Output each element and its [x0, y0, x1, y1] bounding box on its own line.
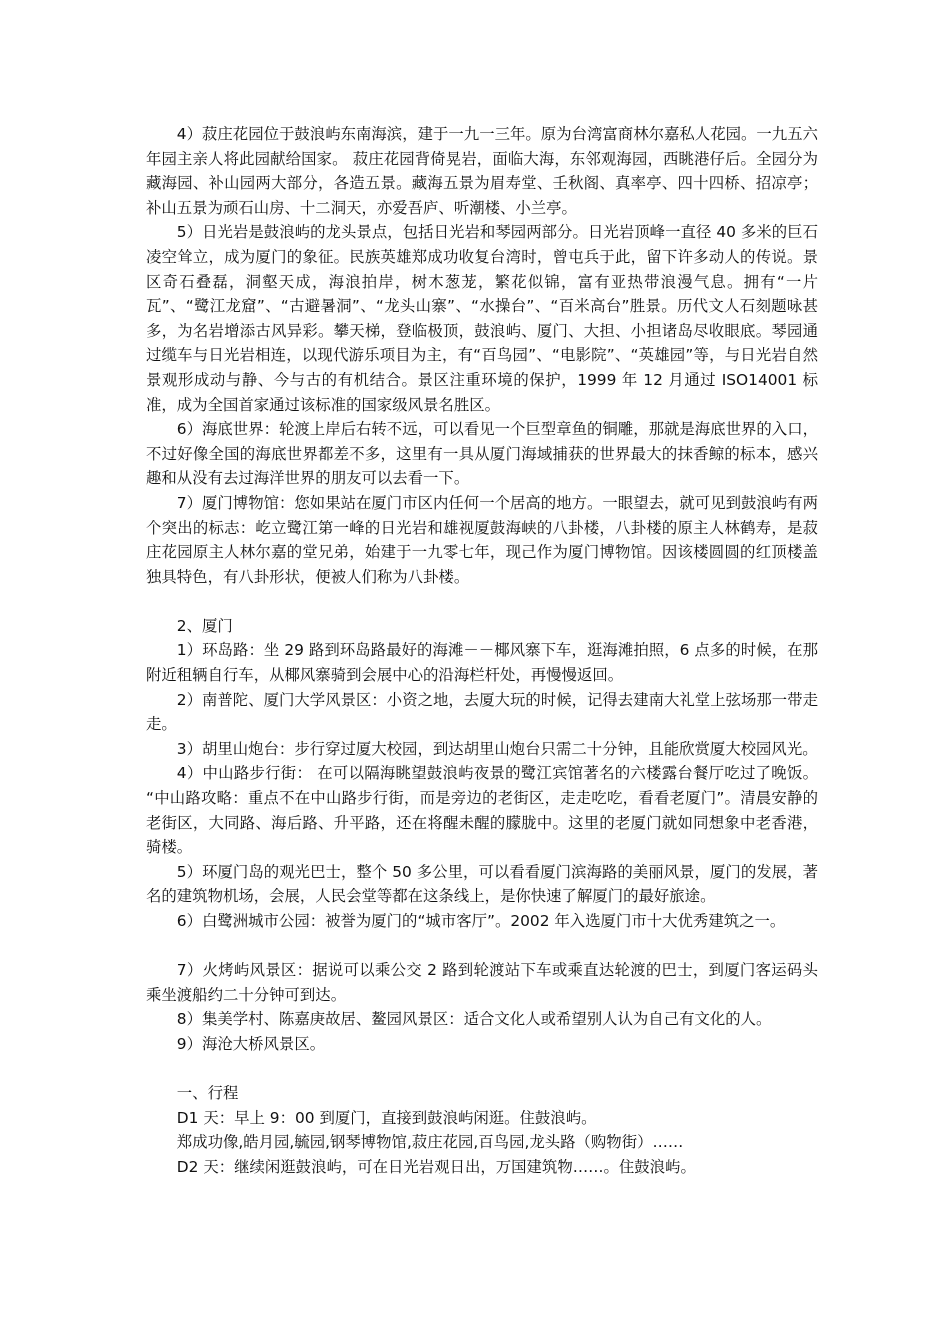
paragraph-hulishan: 3）胡里山炮台：步行穿过厦大校园，到达胡里山炮台只需二十分钟，且能欣赏厦大校园风光。: [176, 739, 818, 758]
paragraph-shuzhuang-garden: 4）菽庄花园位于鼓浪屿东南海滨，建于一九一三年。原为台湾富商林尔嘉私人花园。一九五六年园主亲人将此园献给国家。 菽庄花园背倚晃岩，面临大海，东邻观海园，西眺港仔后。全园分为藏海园、补山园两大部分，各造五景。藏海五景为眉寿堂、壬秋阁、真率亭、四十四桥、招凉亭；补山五景为顽石山房、十二洞天，亦爱吾庐、听潮楼、小兰亭。: [146, 125, 818, 217]
itinerary-day2: D2 天：继续闲逛鼓浪屿，可在日光岩观日出，万国建筑物……。住鼓浪屿。: [176, 1157, 696, 1176]
paragraph-zhongshan-road: 4）中山路步行街： 在可以隔海眺望鼓浪屿夜景的鹭江宾馆著名的六楼露台餐厅吃过了晚饭。 “中山路攻略：重点不在中山路步行街，而是旁边的老街区，走走吃吃，看看老厦门”。清晨安静的老街区，大同路、海后路、升平路，还在将醒未醒的朦胧中。这里的老厦门就如同想象中老香港，骑楼。: [146, 764, 818, 857]
paragraph-nanputuo: 2）南普陀、厦门大学风景区：小资之地，去厦大玩的时候，记得去建南大礼堂上弦场那一带走走。: [146, 690, 818, 734]
paragraph-ring-road: 1）环岛路：坐 29 路到环岛路最好的海滩－－椰风寨下车，逛海滩拍照，6 点多的时候，在那附近租辆自行车，从椰风寨骑到会展中心的沿海栏杆处，再慢慢返回。: [146, 641, 818, 685]
itinerary-day1-spots: 郑成功像,皓月园,毓园,钢琴博物馆,菽庄花园,百鸟园,龙头路（购物街）……: [176, 1133, 684, 1152]
blank-line: [146, 934, 818, 959]
blank-line: [146, 1057, 818, 1082]
document-body: [146, 122, 818, 1180]
paragraph-haicang-bridge: 9）海沧大桥风景区。: [176, 1034, 326, 1053]
section-heading-xiamen: 2、厦门: [176, 616, 233, 635]
itinerary-day1: D1 天：早上 9：00 到厦门，直接到鼓浪屿闲逛。住鼓浪屿。: [176, 1108, 597, 1127]
paragraph-sightseeing-bus: 5）环厦门岛的观光巴士，整个 50 多公里，可以看看厦门滨海路的美丽风景，厦门的发展，著名的建筑物机场，会展，人民会堂等都在这条线上，是你快速了解厦门的最好旅途。: [146, 862, 818, 906]
paragraph-bailuzhou: 6）白鹭洲城市公园：被誉为厦门的“城市客厅”。2002 年入选厦门市十大优秀建筑之一。: [176, 912, 786, 930]
paragraph-huokaoyu: 7）火烤屿风景区：据说可以乘公交 2 路到轮渡站下车或乘直达轮渡的巴士，到厦门客运码头乘坐渡船约二十分钟可到达。: [146, 961, 818, 1004]
paragraph-jimei: 8）集美学村、陈嘉庚故居、鳌园风景区：适合文化人或希望别人认为自己有文化的人。: [176, 1010, 772, 1029]
paragraph-underwater-world: 6）海底世界：轮渡上岸后右转不远，可以看见一个巨型章鱼的铜雕，那就是海底世界的入口，不过好像全国的海底世界都差不多，这里有一具从厦门海域捕获的世界最大的抹香鲸的标本，感兴趣和从没有去过海洋世界的朋友可以去看一下。: [146, 420, 818, 488]
paragraph-xiamen-museum: 7）厦门博物馆：您如果站在厦门市区内任何一个居高的地方。一眼望去，就可见到鼓浪屿有两个突出的标志：屹立鹭江第一峰的日光岩和雄视厦鼓海峡的八卦楼，八卦楼的原主人林鹤寿，是菽庄花园原主人林尔嘉的堂兄弟，始建于一九零七年，现己作为厦门博物馆。因该楼圆圆的红顶楼盖独具特色，有八卦形状，便被人们称为八卦楼。: [146, 493, 818, 586]
paragraph-sunlight-rock: 5）日光岩是鼓浪屿的龙头景点，包括日光岩和琴园两部分。日光岩顶峰一直径 40 多米的巨石凌空耸立，成为厦门的象征。民族英雄郑成功收复台湾时，曾屯兵于此，留下许多动人的传说。景区奇石叠磊，洞壑天成，海浪拍岸，树木葱茏，繁花似锦，富有亚热带浪漫气息。拥有“一片瓦”、“鹭江龙窟”、“古避暑洞”、“龙头山寨”、“水操台”、“百米高台”胜景。历代文人石刻题咏甚多，为名岩增添古风异彩。攀天梯，登临极顶，鼓浪屿、厦门、大担、小担诸岛尽收眼底。琴园通过缆车与日光岩相连，以现代游乐项目为主，有“百鸟园”、“电影院”、“英雄园”等，与日光岩自然景观形成动与静、今与古的有机结合。景区注重环境的保护，1999 年 12 月通过 ISO14001 标准，成为全国首家通过该标准的国家级风景名胜区。: [146, 223, 818, 414]
section-heading-itinerary: 一、行程: [176, 1084, 239, 1103]
blank-line: [146, 589, 818, 614]
